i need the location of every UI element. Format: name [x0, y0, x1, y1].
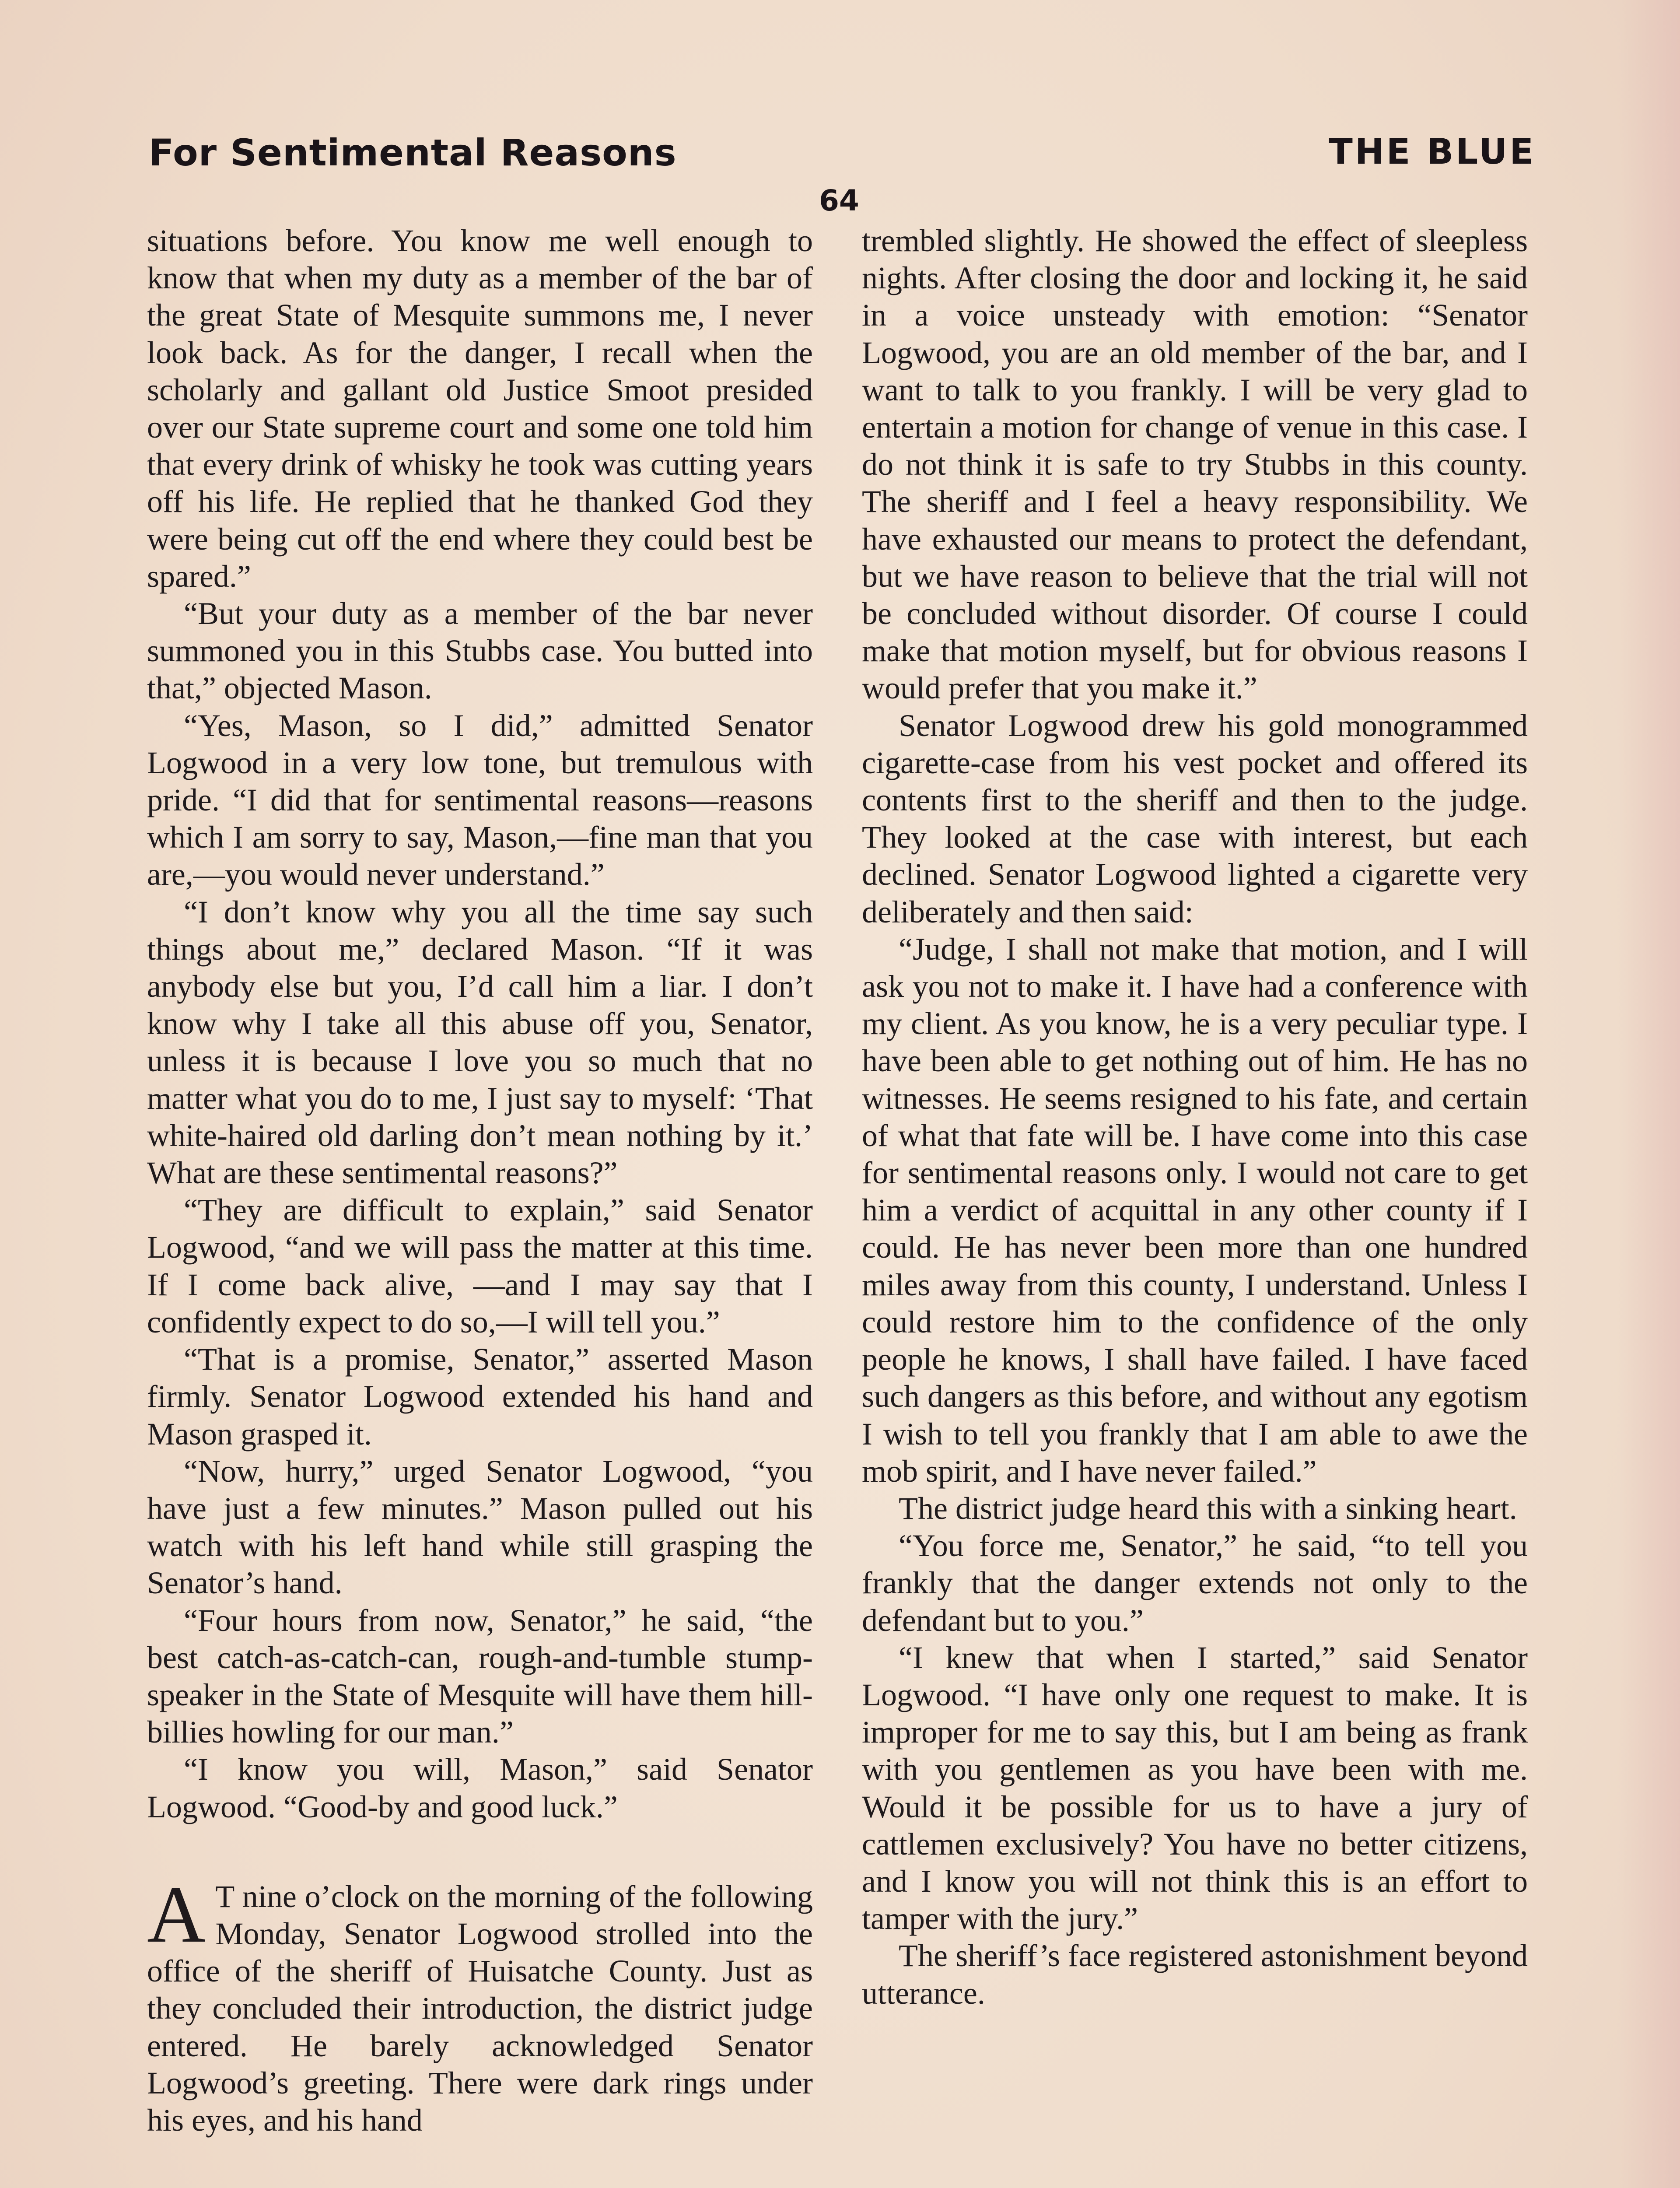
section-break	[147, 1826, 813, 1878]
paragraph: “But your duty as a member of the bar never summoned you in this Stubbs case. You butted into that,” objected Mason.	[147, 596, 813, 706]
paragraph: Senator Logwood drew his gold monogrammed cigarette-case from his vest pocket and offered its contents first to the sheriff and then to the judge. They looked at the case with interest, but each declined. Senator Logwood lighted a cigarette very deliberately and then said:	[862, 708, 1528, 929]
paragraph: The district judge heard this with a sinking heart.	[899, 1490, 1517, 1526]
paragraph: “Judge, I shall not make that motion, and I will ask you not to make it. I have had a conference with my client. As you know, he is a very peculiar type. I have been able to get nothing out of him. He has no witnesses. He seems resigned to his fate, and certain of what that fate will be. I have come into this case for sentimental reasons only. I would not care to get him a verdict of acquittal in any other county if I could. He has never been more than one hundred miles away from this county, I understand. Unless I could restore him to the confidence of the only people he knows, I shall have failed. I have faced such dangers as this before, and without any egotism I wish to tell you frankly that I am able to awe the mob spirit, and I have never failed.”	[862, 931, 1528, 1489]
left-text-column	[147, 222, 813, 2139]
section-opening-text: T nine o’clock on the morning of the following Monday, Senator Logwood strolled into the office of the sheriff of Huisatche County. Just as they concluded their introduction, the district judge entered. He barely acknowledged Senator Logwood’s greeting. There were dark rings under his eyes, and his hand	[147, 1879, 813, 2138]
paragraph: “I know you will, Mason,” said Senator Logwood. “Good-by and good luck.”	[147, 1752, 813, 1824]
section-opening-paragraph	[147, 1869, 813, 2139]
paragraph: “Now, hurry,” urged Senator Logwood, “you have just a few minutes.” Mason pulled out his watch with his left hand while still grasping the Senator’s hand.	[147, 1453, 813, 1601]
paragraph: “I don’t know why you all the time say such things about me,” declared Mason. “If it was anybody else but you, I’d call him a liar. I don’t know why I take all this abuse off you, Senator, unless it is because I love you so much that no matter what you do to me, I just say to myself: ‘That white-haired old darling don’t mean nothing by it.’ What are these sentimental reasons?”	[147, 894, 813, 1191]
page-number: 64	[819, 184, 859, 217]
story-title: For Sentimental Reasons	[149, 131, 677, 174]
paragraph: “You force me, Senator,” he said, “to tell you frankly that the danger extends not only to the defendant but to you.”	[862, 1528, 1528, 1638]
paragraph: “I knew that when I started,” said Senator Logwood. “I have only one request to make. It is improper for me to say this, but I am being as frank with you gentlemen as you have been with me. Would it be possible for us to have a jury of cattlemen exclusively? You have no better citizens, and I know you will not think this is an effort to tamper with the jury.”	[862, 1640, 1528, 1936]
paragraph: “They are difficult to explain,” said Senator Logwood, “and we will pass the matter at this time. If I come back alive, —and I may say that I confidently expect to do so,—I will tell you.”	[147, 1192, 813, 1339]
magazine-title: THE BLUE	[1329, 131, 1536, 172]
paragraph: trembled slightly. He showed the effect of sleepless nights. After closing the door and locking it, he said in a voice unsteady with emotion: “Senator Logwood, you are an old member of the bar, and I want to talk to you frankly. I will be very glad to entertain a motion for change of venue in this case. I do not think it is safe to try Stubbs in this county. The sheriff and I feel a heavy responsibility. We have exhausted our means to protect the defendant, but we have reason to believe that the trial will not be concluded without disorder. Of course I could make that motion myself, but for obvious reasons I would prefer that you make it.”	[862, 223, 1528, 706]
paragraph: The sheriff’s face registered astonishment beyond utterance.	[862, 1938, 1528, 2011]
paragraph: “Yes, Mason, so I did,” admitted Senator Logwood in a very low tone, but tremulous with pride. “I did that for sentimental reasons—reasons which I am sorry to say, Mason,—fine man that you are,—you would never understand.”	[147, 708, 813, 892]
drop-cap: A	[147, 1869, 206, 1960]
paragraph: situations before. You know me well enough to know that when my duty as a member of the bar of the great State of Mesquite summons me, I never look back. As for the danger, I recall when the scholarly and gallant old Justice Smoot presided over our State supreme court and some one told him that every drink of whisky he took was cutting years off his life. He replied that he thanked God they were being cut off the end where they could best be spared.”	[147, 223, 813, 594]
right-text-column	[862, 222, 1528, 2012]
paragraph: “Four hours from now, Senator,” he said, “the best catch-as-catch-can, rough-and-tumble stump-speaker in the State of Mesquite will have them hill-billies howling for our man.”	[147, 1602, 813, 1750]
paragraph: “That is a promise, Senator,” asserted Mason firmly. Senator Logwood extended his hand and Mason grasped it.	[147, 1342, 813, 1452]
page-edge-shadow	[1619, 0, 1680, 2188]
